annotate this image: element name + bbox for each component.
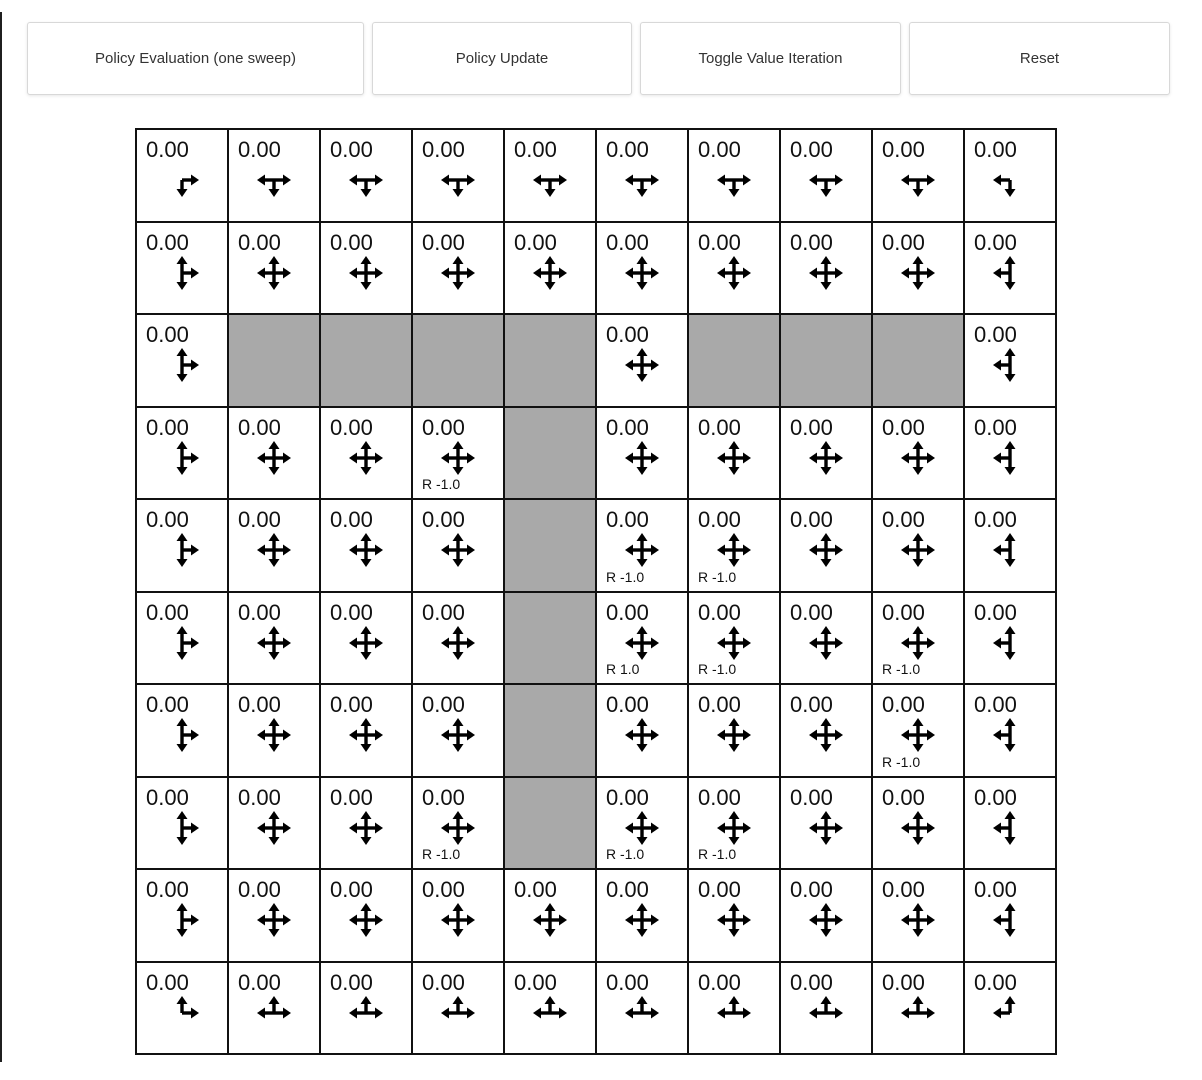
state-value: 0.00 xyxy=(330,137,373,162)
grid-cell-4-9[interactable] xyxy=(964,499,1056,592)
grid-cell-3-1[interactable] xyxy=(228,407,320,500)
grid-cell-2-9[interactable] xyxy=(964,314,1056,407)
policy-arrows-icon xyxy=(712,898,756,942)
policy-arrows-icon xyxy=(252,713,296,757)
grid-cell-8-5[interactable] xyxy=(596,869,688,962)
grid-cell-0-7[interactable] xyxy=(780,129,872,222)
policy-arrows-icon xyxy=(620,343,664,387)
grid-cell-1-7[interactable] xyxy=(780,222,872,315)
grid-cell-6-7[interactable] xyxy=(780,684,872,777)
grid-cell-5-1[interactable] xyxy=(228,592,320,685)
policy-arrows-icon xyxy=(344,436,388,480)
window-left-edge xyxy=(0,12,2,1062)
policy-arrows-icon xyxy=(988,158,1032,202)
grid-cell-9-2[interactable] xyxy=(320,962,412,1055)
grid-cell-0-0[interactable] xyxy=(136,129,228,222)
state-value: 0.00 xyxy=(146,877,189,902)
state-value: 0.00 xyxy=(790,414,833,440)
grid-cell-4-6[interactable] xyxy=(688,499,780,592)
state-value: 0.00 xyxy=(146,137,189,162)
state-value: 0.00 xyxy=(698,414,741,440)
state-value: 0.00 xyxy=(882,599,925,625)
reward-label: R -1.0 xyxy=(606,846,645,862)
wall-cell-2-7 xyxy=(780,314,872,407)
grid-cell-9-8[interactable] xyxy=(872,962,964,1055)
grid-cell-7-1[interactable] xyxy=(228,777,320,870)
policy-arrows-icon xyxy=(896,158,940,202)
state-value: 0.00 xyxy=(974,414,1017,440)
state-value: 0.00 xyxy=(606,599,649,625)
state-value: 0.00 xyxy=(698,877,741,902)
grid-cell-1-1[interactable] xyxy=(228,222,320,315)
grid-cell-9-0[interactable] xyxy=(136,962,228,1055)
grid-cell-3-8[interactable] xyxy=(872,407,964,500)
state-value: 0.00 xyxy=(422,507,465,532)
policy-arrows-icon xyxy=(620,251,664,295)
grid-cell-6-1[interactable] xyxy=(228,684,320,777)
policy-arrows-icon xyxy=(436,898,480,942)
grid-cell-4-0[interactable] xyxy=(136,499,228,592)
state-value: 0.00 xyxy=(882,507,925,532)
reward-label: R -1.0 xyxy=(606,568,645,585)
grid-cell-8-3[interactable] xyxy=(412,869,504,962)
grid-cell-9-4[interactable] xyxy=(504,962,596,1055)
state-value: 0.00 xyxy=(146,229,189,255)
grid-cell-7-7[interactable] xyxy=(780,777,872,870)
policy-arrows-icon xyxy=(988,251,1032,295)
policy-arrows-icon xyxy=(896,991,940,1035)
policy-arrows-icon xyxy=(160,713,204,757)
grid-cell-4-2[interactable] xyxy=(320,499,412,592)
state-value: 0.00 xyxy=(238,784,281,810)
policy-arrows-icon xyxy=(896,528,940,572)
grid-cell-6-3[interactable] xyxy=(412,684,504,777)
state-value: 0.00 xyxy=(146,692,189,717)
policy-arrows-icon xyxy=(896,436,940,480)
wall-cell-7-4 xyxy=(504,777,596,870)
state-value: 0.00 xyxy=(146,507,189,532)
grid-cell-3-0[interactable] xyxy=(136,407,228,500)
policy-arrows-icon xyxy=(160,806,204,850)
state-value: 0.00 xyxy=(606,507,649,532)
policy-arrows-icon xyxy=(252,991,296,1035)
state-value: 0.00 xyxy=(238,599,281,625)
state-value: 0.00 xyxy=(974,137,1017,162)
policy-arrows-icon xyxy=(804,528,848,572)
policy-arrows-icon xyxy=(712,713,756,757)
policy-arrows-icon xyxy=(528,251,572,295)
state-value: 0.00 xyxy=(882,137,925,162)
policy-arrows-icon xyxy=(620,436,664,480)
wall-cell-2-1 xyxy=(228,314,320,407)
policy-arrows-icon xyxy=(896,621,940,665)
grid-cell-1-2[interactable] xyxy=(320,222,412,315)
policy-update-button[interactable]: Policy Update xyxy=(372,22,632,95)
state-value: 0.00 xyxy=(514,877,557,902)
policy-arrows-icon xyxy=(620,713,664,757)
policy-arrows-icon xyxy=(344,158,388,202)
state-value: 0.00 xyxy=(974,322,1017,347)
policy-evaluation-button[interactable]: Policy Evaluation (one sweep) xyxy=(27,22,364,95)
policy-arrows-icon xyxy=(436,713,480,757)
grid-cell-8-0[interactable] xyxy=(136,869,228,962)
grid-cell-6-5[interactable] xyxy=(596,684,688,777)
state-value: 0.00 xyxy=(238,229,281,255)
state-value: 0.00 xyxy=(422,692,465,717)
state-value: 0.00 xyxy=(330,599,373,625)
grid-cell-5-8[interactable] xyxy=(872,592,964,685)
grid-cell-9-1[interactable] xyxy=(228,962,320,1055)
grid-cell-5-9[interactable] xyxy=(964,592,1056,685)
policy-arrows-icon xyxy=(712,251,756,295)
state-value: 0.00 xyxy=(698,969,741,995)
grid-cell-4-8[interactable] xyxy=(872,499,964,592)
policy-arrows-icon xyxy=(436,991,480,1035)
grid-cell-1-0[interactable] xyxy=(136,222,228,315)
grid-cell-1-4[interactable] xyxy=(504,222,596,315)
state-value: 0.00 xyxy=(422,137,465,162)
policy-arrows-icon xyxy=(712,158,756,202)
grid-cell-3-2[interactable] xyxy=(320,407,412,500)
grid-cell-9-3[interactable] xyxy=(412,962,504,1055)
state-value: 0.00 xyxy=(790,784,833,810)
state-value: 0.00 xyxy=(606,322,649,347)
policy-arrows-icon xyxy=(436,806,480,850)
policy-arrows-icon xyxy=(344,991,388,1035)
state-value: 0.00 xyxy=(514,969,557,995)
state-value: 0.00 xyxy=(790,692,833,717)
state-value: 0.00 xyxy=(974,229,1017,255)
reward-label: R -1.0 xyxy=(882,661,921,677)
grid-cell-9-9[interactable] xyxy=(964,962,1056,1055)
state-value: 0.00 xyxy=(790,507,833,532)
state-value: 0.00 xyxy=(974,507,1017,532)
policy-arrows-icon xyxy=(252,621,296,665)
state-value: 0.00 xyxy=(238,414,281,440)
policy-arrows-icon xyxy=(804,158,848,202)
policy-arrows-icon xyxy=(252,251,296,295)
policy-arrows-icon xyxy=(620,621,664,665)
state-value: 0.00 xyxy=(514,229,557,255)
grid-cell-5-5[interactable] xyxy=(596,592,688,685)
state-value: 0.00 xyxy=(698,692,741,717)
reset-button[interactable]: Reset xyxy=(909,22,1170,95)
state-value: 0.00 xyxy=(974,784,1017,810)
state-value: 0.00 xyxy=(606,692,649,717)
reward-label: R -1.0 xyxy=(698,846,737,862)
policy-arrows-icon xyxy=(436,528,480,572)
grid-cell-4-1[interactable] xyxy=(228,499,320,592)
wall-cell-2-8 xyxy=(872,314,964,407)
grid-cell-8-2[interactable] xyxy=(320,869,412,962)
state-value: 0.00 xyxy=(422,599,465,625)
state-value: 0.00 xyxy=(882,229,925,255)
grid-cell-6-8[interactable] xyxy=(872,684,964,777)
state-value: 0.00 xyxy=(146,322,189,347)
grid-cell-4-7[interactable] xyxy=(780,499,872,592)
grid-cell-7-6[interactable] xyxy=(688,777,780,870)
state-value: 0.00 xyxy=(698,137,741,162)
policy-arrows-icon xyxy=(252,528,296,572)
state-value: 0.00 xyxy=(974,599,1017,625)
state-value: 0.00 xyxy=(330,877,373,902)
reward-label: R -1.0 xyxy=(422,846,461,862)
grid-cell-0-3[interactable] xyxy=(412,129,504,222)
grid-cell-9-5[interactable] xyxy=(596,962,688,1055)
grid-cell-0-1[interactable] xyxy=(228,129,320,222)
state-value: 0.00 xyxy=(330,784,373,810)
state-value: 0.00 xyxy=(882,877,925,902)
grid-cell-8-7[interactable] xyxy=(780,869,872,962)
policy-arrows-icon xyxy=(436,436,480,480)
policy-arrows-icon xyxy=(804,806,848,850)
grid-cell-8-4[interactable] xyxy=(504,869,596,962)
grid-cell-0-9[interactable] xyxy=(964,129,1056,222)
policy-arrows-icon xyxy=(160,158,204,202)
policy-arrows-icon xyxy=(620,528,664,572)
state-value: 0.00 xyxy=(422,229,465,255)
gridworld xyxy=(135,128,1057,1055)
grid-cell-1-9[interactable] xyxy=(964,222,1056,315)
policy-arrows-icon xyxy=(988,991,1032,1035)
state-value: 0.00 xyxy=(330,507,373,532)
grid-cell-2-0[interactable] xyxy=(136,314,228,407)
reward-label: R -1.0 xyxy=(698,661,737,677)
state-value: 0.00 xyxy=(606,877,649,902)
state-value: 0.00 xyxy=(422,969,465,995)
state-value: 0.00 xyxy=(606,137,649,162)
grid-cell-7-2[interactable] xyxy=(320,777,412,870)
state-value: 0.00 xyxy=(974,877,1017,902)
state-value: 0.00 xyxy=(698,507,741,532)
toolbar xyxy=(27,22,1170,95)
wall-cell-6-4 xyxy=(504,684,596,777)
policy-arrows-icon xyxy=(620,806,664,850)
state-value: 0.00 xyxy=(698,599,741,625)
state-value: 0.00 xyxy=(330,692,373,717)
state-value: 0.00 xyxy=(146,414,189,440)
state-value: 0.00 xyxy=(330,229,373,255)
wall-cell-2-3 xyxy=(412,314,504,407)
policy-arrows-icon xyxy=(712,991,756,1035)
policy-arrows-icon xyxy=(896,713,940,757)
wall-cell-4-4 xyxy=(504,499,596,592)
policy-arrows-icon xyxy=(160,898,204,942)
grid-cell-9-7[interactable] xyxy=(780,962,872,1055)
policy-arrows-icon xyxy=(344,713,388,757)
grid-cell-8-9[interactable] xyxy=(964,869,1056,962)
policy-arrows-icon xyxy=(620,991,664,1035)
state-value: 0.00 xyxy=(882,784,925,810)
grid-cell-4-5[interactable] xyxy=(596,499,688,592)
grid-cell-2-5[interactable] xyxy=(596,314,688,407)
policy-arrows-icon xyxy=(436,621,480,665)
state-value: 0.00 xyxy=(698,784,741,810)
policy-arrows-icon xyxy=(620,898,664,942)
state-value: 0.00 xyxy=(790,877,833,902)
policy-arrows-icon xyxy=(988,898,1032,942)
policy-arrows-icon xyxy=(344,806,388,850)
grid-cell-3-9[interactable] xyxy=(964,407,1056,500)
grid-cell-6-2[interactable] xyxy=(320,684,412,777)
policy-arrows-icon xyxy=(436,158,480,202)
wall-cell-3-4 xyxy=(504,407,596,500)
grid-cell-8-1[interactable] xyxy=(228,869,320,962)
policy-arrows-icon xyxy=(804,251,848,295)
grid-cell-5-7[interactable] xyxy=(780,592,872,685)
state-value: 0.00 xyxy=(146,784,189,810)
policy-arrows-icon xyxy=(528,158,572,202)
grid-cell-1-5[interactable] xyxy=(596,222,688,315)
state-value: 0.00 xyxy=(146,969,189,995)
policy-arrows-icon xyxy=(804,713,848,757)
policy-arrows-icon xyxy=(252,158,296,202)
policy-arrows-icon xyxy=(344,528,388,572)
policy-arrows-icon xyxy=(804,621,848,665)
policy-arrows-icon xyxy=(160,621,204,665)
grid-cell-8-8[interactable] xyxy=(872,869,964,962)
policy-arrows-icon xyxy=(528,898,572,942)
state-value: 0.00 xyxy=(606,414,649,440)
policy-arrows-icon xyxy=(712,528,756,572)
state-value: 0.00 xyxy=(238,137,281,162)
state-value: 0.00 xyxy=(238,877,281,902)
state-value: 0.00 xyxy=(882,414,925,440)
policy-arrows-icon xyxy=(896,251,940,295)
toggle-value-iteration-button[interactable]: Toggle Value Iteration xyxy=(640,22,901,95)
grid-cell-7-3[interactable] xyxy=(412,777,504,870)
grid-cell-5-6[interactable] xyxy=(688,592,780,685)
policy-arrows-icon xyxy=(712,621,756,665)
policy-arrows-icon xyxy=(712,436,756,480)
policy-arrows-icon xyxy=(896,898,940,942)
grid-cell-6-6[interactable] xyxy=(688,684,780,777)
policy-arrows-icon xyxy=(344,898,388,942)
policy-arrows-icon xyxy=(528,991,572,1035)
grid-cell-4-3[interactable] xyxy=(412,499,504,592)
state-value: 0.00 xyxy=(882,969,925,995)
state-value: 0.00 xyxy=(974,969,1017,995)
policy-arrows-icon xyxy=(712,806,756,850)
state-value: 0.00 xyxy=(790,969,833,995)
grid-cell-5-3[interactable] xyxy=(412,592,504,685)
reward-label: R -1.0 xyxy=(698,568,737,585)
reward-label: R -1.0 xyxy=(422,476,461,492)
state-value: 0.00 xyxy=(238,969,281,995)
state-value: 0.00 xyxy=(790,137,833,162)
state-value: 0.00 xyxy=(422,877,465,902)
grid-cell-9-6[interactable] xyxy=(688,962,780,1055)
policy-arrows-icon xyxy=(252,436,296,480)
policy-arrows-icon xyxy=(160,343,204,387)
grid-cell-5-2[interactable] xyxy=(320,592,412,685)
policy-arrows-icon xyxy=(896,806,940,850)
wall-cell-2-6 xyxy=(688,314,780,407)
state-value: 0.00 xyxy=(422,414,465,440)
state-value: 0.00 xyxy=(790,229,833,255)
grid-cell-8-6[interactable] xyxy=(688,869,780,962)
grid-cell-5-0[interactable] xyxy=(136,592,228,685)
grid-cell-1-3[interactable] xyxy=(412,222,504,315)
policy-arrows-icon xyxy=(620,158,664,202)
policy-arrows-icon xyxy=(804,898,848,942)
policy-arrows-icon xyxy=(344,251,388,295)
policy-arrows-icon xyxy=(804,991,848,1035)
state-value: 0.00 xyxy=(514,137,557,162)
state-value: 0.00 xyxy=(606,229,649,255)
policy-arrows-icon xyxy=(988,713,1032,757)
state-value: 0.00 xyxy=(606,969,649,995)
grid-cell-3-7[interactable] xyxy=(780,407,872,500)
grid-cell-7-5[interactable] xyxy=(596,777,688,870)
state-value: 0.00 xyxy=(330,969,373,995)
policy-arrows-icon xyxy=(988,528,1032,572)
state-value: 0.00 xyxy=(330,414,373,440)
policy-arrows-icon xyxy=(252,806,296,850)
policy-arrows-icon xyxy=(160,436,204,480)
policy-arrows-icon xyxy=(252,898,296,942)
state-value: 0.00 xyxy=(790,599,833,625)
grid-cell-1-6[interactable] xyxy=(688,222,780,315)
policy-arrows-icon xyxy=(988,436,1032,480)
grid-cell-7-8[interactable] xyxy=(872,777,964,870)
state-value: 0.00 xyxy=(238,692,281,717)
wall-cell-2-4 xyxy=(504,314,596,407)
grid-cell-0-5[interactable] xyxy=(596,129,688,222)
state-value: 0.00 xyxy=(974,692,1017,717)
grid-cell-7-9[interactable] xyxy=(964,777,1056,870)
grid-cell-0-6[interactable] xyxy=(688,129,780,222)
grid-cell-3-6[interactable] xyxy=(688,407,780,500)
grid-cell-0-4[interactable] xyxy=(504,129,596,222)
grid-cell-1-8[interactable] xyxy=(872,222,964,315)
policy-arrows-icon xyxy=(804,436,848,480)
grid-cell-3-3[interactable] xyxy=(412,407,504,500)
policy-arrows-icon xyxy=(988,806,1032,850)
state-value: 0.00 xyxy=(698,229,741,255)
state-value: 0.00 xyxy=(422,784,465,810)
state-value: 0.00 xyxy=(146,599,189,625)
grid-cell-3-5[interactable] xyxy=(596,407,688,500)
grid-cell-0-8[interactable] xyxy=(872,129,964,222)
policy-arrows-icon xyxy=(160,251,204,295)
wall-cell-5-4 xyxy=(504,592,596,685)
policy-arrows-icon xyxy=(988,343,1032,387)
policy-arrows-icon xyxy=(160,528,204,572)
wall-cell-2-2 xyxy=(320,314,412,407)
policy-arrows-icon xyxy=(344,621,388,665)
policy-arrows-icon xyxy=(160,991,204,1035)
state-value: 0.00 xyxy=(882,692,925,717)
grid-cell-0-2[interactable] xyxy=(320,129,412,222)
grid-cell-6-0[interactable] xyxy=(136,684,228,777)
reward-label: R -1.0 xyxy=(882,753,921,770)
state-value: 0.00 xyxy=(238,507,281,532)
grid-cell-7-0[interactable] xyxy=(136,777,228,870)
policy-arrows-icon xyxy=(436,251,480,295)
state-value: 0.00 xyxy=(606,784,649,810)
grid-cell-6-9[interactable] xyxy=(964,684,1056,777)
policy-arrows-icon xyxy=(988,621,1032,665)
reward-label: R 1.0 xyxy=(606,661,640,677)
